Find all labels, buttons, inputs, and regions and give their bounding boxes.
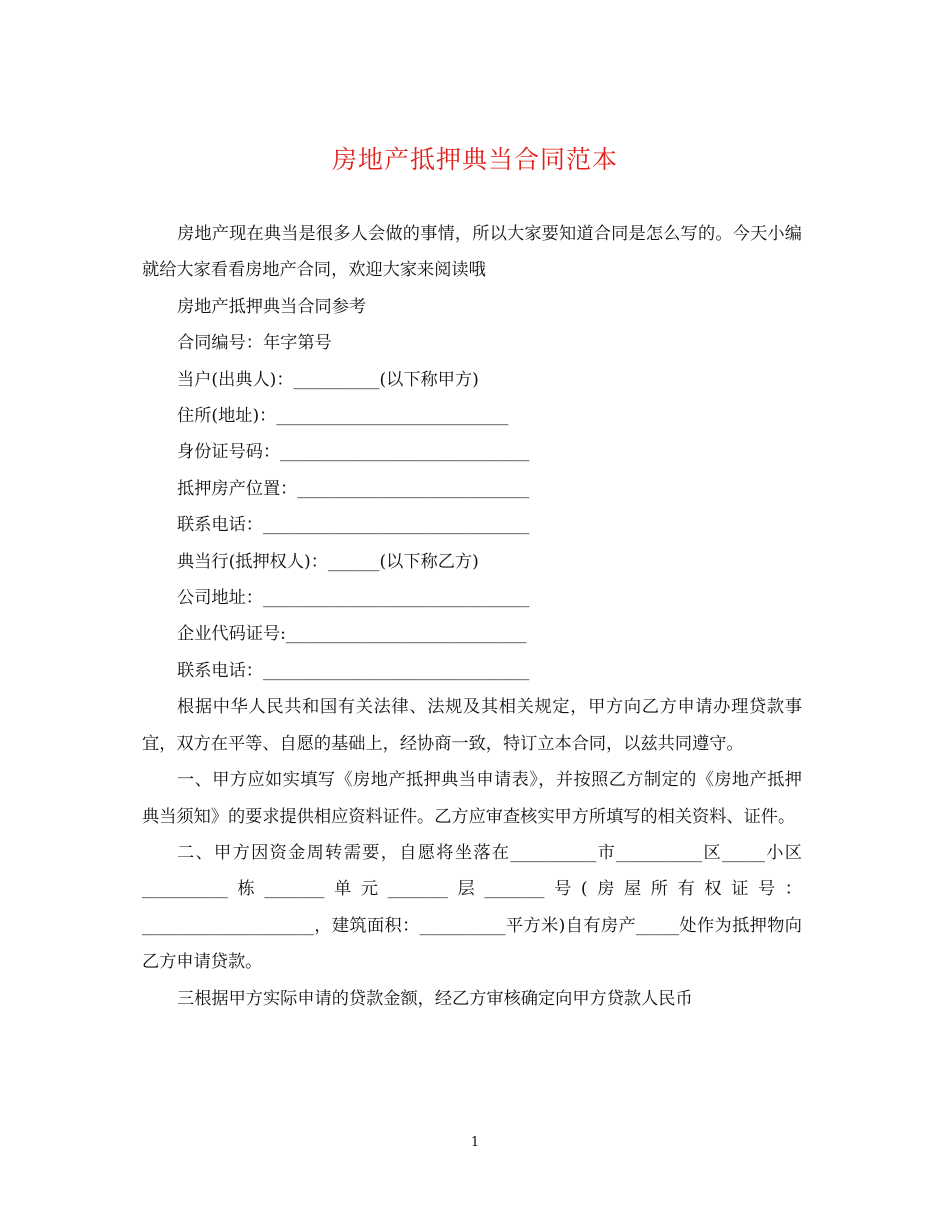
clause-1-paragraph: 一、甲方应如实填写《房地产抵押典当申请表》，并按照乙方制定的《房地产抵押典当须知》的要求提供相应资料证件。乙方应审查核实甲方所填写的相关资料、证件。 xyxy=(142,770,802,827)
party-b-line: 典当行(抵押权人)：______(以下称乙方) xyxy=(177,551,479,572)
id-number-line: 身份证号码：_____________________________ xyxy=(177,442,530,463)
document-body xyxy=(142,216,802,1017)
page-number: 1 xyxy=(470,1135,480,1150)
party-a-line: 当户(出典人)：__________(以下称甲方) xyxy=(177,369,479,390)
document-title: 房地产抵押典当合同范本 xyxy=(331,145,618,174)
subtitle-line: 房地产抵押典当合同参考 xyxy=(177,296,367,317)
clause-3-paragraph: 三根据甲方实际申请的贷款金额，经乙方审核确定向甲方贷款人民币 xyxy=(177,988,693,1009)
phone-b-line: 联系电话：_______________________________ xyxy=(177,660,530,681)
phone-a-line: 联系电话：_______________________________ xyxy=(177,515,530,536)
property-location-line: 抵押房产位置：___________________________ xyxy=(177,478,530,499)
address-a-line: 住所(地址)：___________________________ xyxy=(177,406,509,427)
contract-number-line: 合同编号：年字第号 xyxy=(177,333,332,354)
enterprise-code-line: 企业代码证号:____________________________ xyxy=(177,624,527,645)
preamble-paragraph: 根据中华人民共和国有关法律、法规及其相关规定，甲方向乙方申请办理贷款事宜，双方在平等、自愿的基础上，经协商一致，特订立本合同，以兹共同遵守。 xyxy=(142,697,802,754)
intro-paragraph: 房地产现在典当是很多人会做的事情，所以大家要知道合同是怎么写的。今天小编就给大家看看房地产合同，欢迎大家来阅读哦 xyxy=(142,224,802,281)
clause-2-paragraph: 二、甲方因资金周转需要，自愿将坐落在__________市__________区_____小区__________栋_______单元_______层_______号(房屋所有权证号：____________________，建筑面积：__________平方米)自有房产_____处作为抵押物向乙方申请贷款。 xyxy=(142,842,802,973)
company-address-line: 公司地址：_______________________________ xyxy=(177,588,530,609)
